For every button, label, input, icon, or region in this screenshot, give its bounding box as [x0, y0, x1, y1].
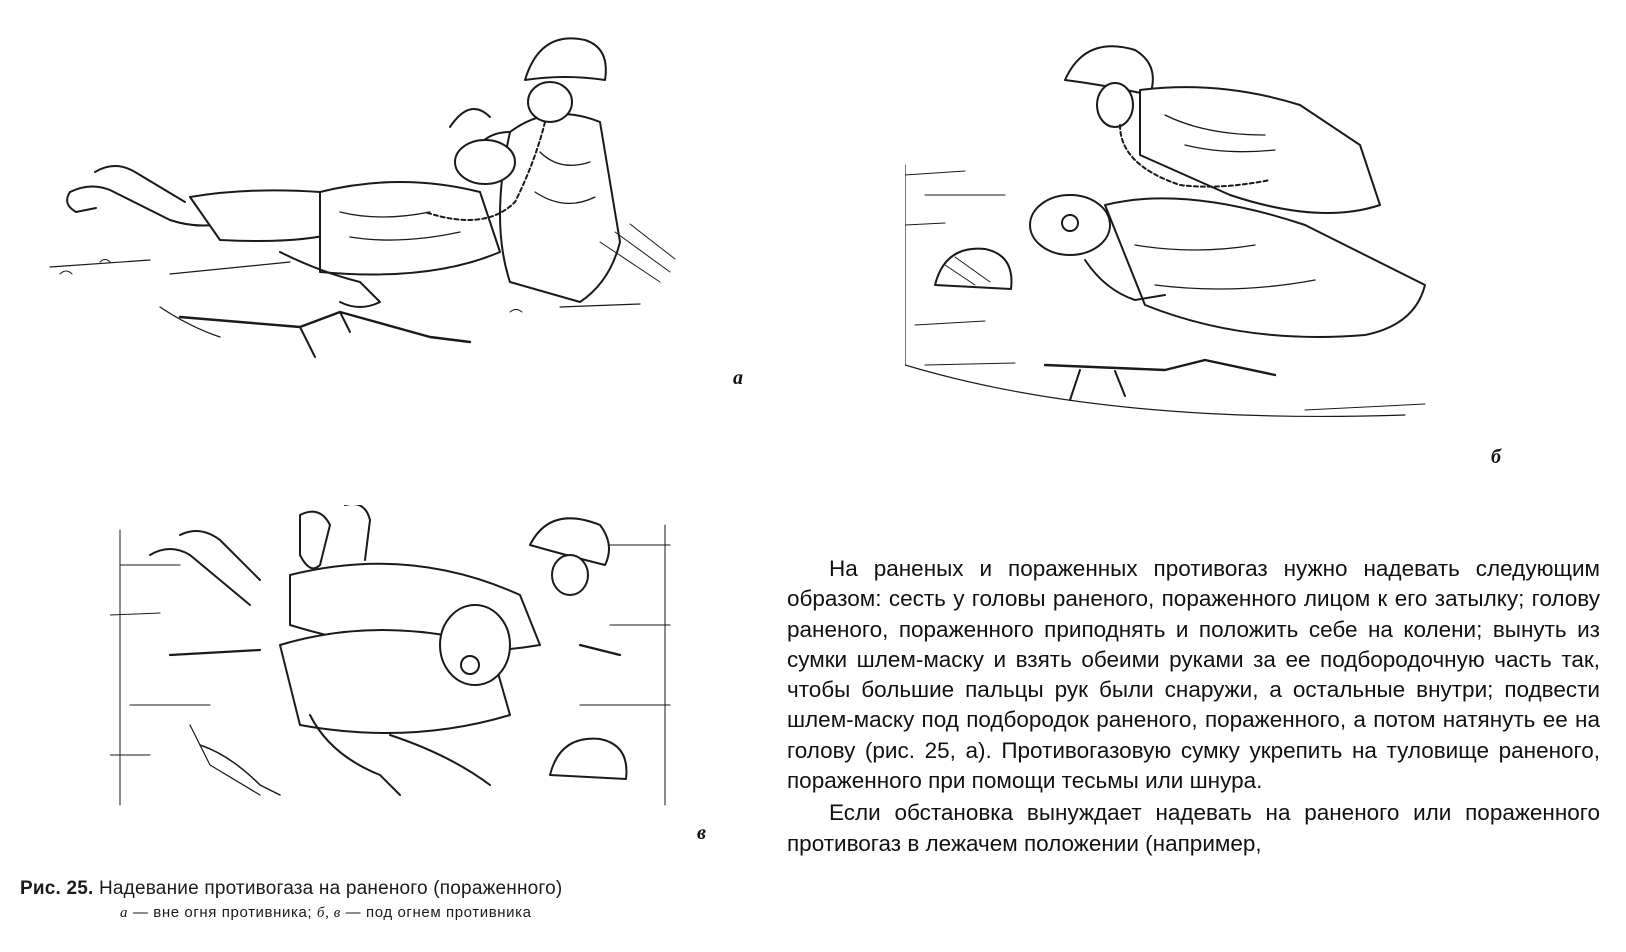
drawing-mask-fitting-lying [905, 25, 1480, 435]
drawing-mask-fitting-prone [110, 505, 675, 840]
panel-letter-a: а [733, 367, 743, 389]
caption-legend-line [20, 904, 760, 922]
body-paragraph-2: Если обстановка вынуждает надевать на раненого или пораженного противогаз в лежачем положении (например, [787, 800, 1600, 856]
caption-title: Надевание противогаза на раненого (пораженного) [98, 878, 563, 899]
illustration-a [40, 12, 690, 372]
caption-title-line [20, 878, 760, 900]
caption-legend-bc: б, в [316, 905, 341, 921]
caption-legend-bc-text: — под огнем противника [340, 904, 532, 921]
caption-legend-a-text: — вне огня противника; [128, 904, 317, 921]
figure-caption [20, 878, 760, 922]
illustration-b [905, 25, 1480, 435]
illustration-c [110, 505, 675, 840]
panel-letter-b: б [1491, 446, 1501, 468]
caption-figure-number: Рис. 25. [20, 878, 94, 899]
body-paragraph-1: На раненых и пораженных противогаз нужно надевать следующим образом: сесть у головы раненого, пораженного лицом к его затылку; голову раненого, пораженного приподнять и положить себе на колени; вынуть из сумки шлем-маску и взять обеими руками за ее подбородочную часть так, чтобы большие пальцы рук были снаружи, а остальные внутри; подвести шлем-маску под подбородок раненого, пораженного, а потом натянуть ее на голову (рис. 25, а). Противогазовую сумку укрепить на туловище раненого, пораженного при помощи тесьмы или шнура. [787, 556, 1600, 794]
caption-legend-a: а [120, 905, 129, 921]
drawing-mask-fitting-kneeling [40, 12, 690, 372]
body-text [787, 554, 1600, 859]
panel-letter-c: в [697, 822, 706, 844]
